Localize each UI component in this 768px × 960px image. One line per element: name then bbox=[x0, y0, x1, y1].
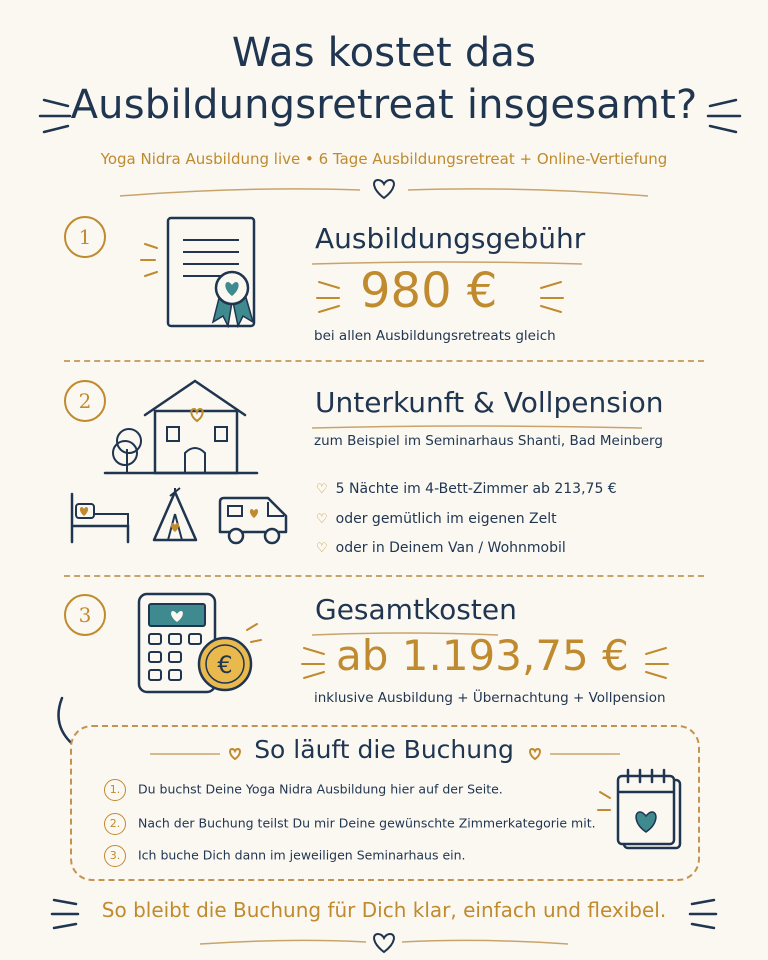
heart-bullet-icon: ♡ bbox=[316, 541, 328, 556]
title-sparkle-left-icon bbox=[40, 92, 80, 142]
footer-text: So bleibt die Buchung für Dich klar, einfach und flexibel. bbox=[101, 898, 667, 922]
heart-bullet-icon: ♡ bbox=[316, 482, 328, 497]
booking-step-text: Du buchst Deine Yoga Nidra Ausbildung hier auf der Seite. bbox=[138, 781, 503, 797]
footer-underline-heart-icon bbox=[190, 928, 578, 956]
lodging-option-label: 5 Nächte im 4-Bett-Zimmer ab 213,75 € bbox=[335, 481, 617, 497]
house-icon bbox=[105, 375, 265, 480]
calendar-heart-icon bbox=[598, 766, 693, 861]
section-divider bbox=[64, 360, 704, 362]
footer-sparkle-right-icon bbox=[686, 894, 718, 934]
booking-step-3 bbox=[104, 845, 466, 867]
booking-step-1 bbox=[104, 779, 503, 801]
total-note: inklusive Ausbildung + Übernachtung + Vollpension bbox=[314, 690, 666, 706]
booking-step-number: 1. bbox=[104, 779, 126, 801]
svg-text:€: € bbox=[217, 651, 233, 679]
step-number-badge-2: 2 bbox=[64, 380, 106, 422]
booking-step-text: Nach der Buchung teilst Du mir Deine gewünschte Zimmerkategorie mit. bbox=[138, 815, 596, 831]
calculator-icon bbox=[135, 590, 265, 700]
lodging-option-label: oder in Deinem Van / Wohnmobil bbox=[335, 540, 566, 556]
booking-title: So läuft die Buchung bbox=[254, 735, 514, 764]
fee-price: 980 € bbox=[360, 263, 498, 319]
fee-title: Ausbildungsgebühr bbox=[315, 222, 586, 255]
page-title-line-1: Was kostet das bbox=[231, 30, 537, 76]
lodging-note: zum Beispiel im Seminarhaus Shanti, Bad Meinberg bbox=[314, 433, 663, 449]
total-price-sparkle-right-icon bbox=[640, 642, 670, 682]
booking-step-number: 3. bbox=[104, 845, 126, 867]
step-number-badge-3: 3 bbox=[64, 594, 106, 636]
lodging-option-3 bbox=[316, 540, 566, 556]
fee-price-sparkle-right-icon bbox=[535, 276, 565, 316]
page-subtitle: Yoga Nidra Ausbildung live • 6 Tage Ausbildungsretreat + Online-Vertiefung bbox=[100, 150, 668, 168]
page-title-line-2: Ausbildungsretreat insgesamt? bbox=[70, 82, 698, 128]
title-sparkle-right-icon bbox=[700, 92, 740, 142]
van-icon bbox=[216, 494, 296, 548]
tent-icon bbox=[150, 488, 200, 546]
section-divider bbox=[64, 575, 704, 577]
fee-price-sparkle-left-icon bbox=[315, 276, 345, 316]
booking-step-2 bbox=[104, 813, 596, 835]
step-number-badge-1: 1 bbox=[64, 216, 106, 258]
lodging-option-2 bbox=[316, 511, 557, 527]
total-price-sparkle-left-icon bbox=[300, 642, 330, 682]
lodging-title: Unterkunft & Vollpension bbox=[315, 386, 664, 419]
bed-icon bbox=[68, 490, 132, 545]
lodging-option-1 bbox=[316, 481, 617, 497]
fee-note: bei allen Ausbildungsretreats gleich bbox=[314, 328, 556, 344]
total-title: Gesamtkosten bbox=[315, 593, 517, 626]
booking-step-text: Ich buche Dich dann im jeweiligen Seminarhaus ein. bbox=[138, 847, 466, 863]
booking-step-number: 2. bbox=[104, 813, 126, 835]
header-underline-heart-icon bbox=[110, 172, 658, 202]
total-price: ab 1.193,75 € bbox=[336, 631, 629, 680]
lodging-title-underline bbox=[310, 424, 645, 432]
lodging-option-label: oder gemütlich im eigenen Zelt bbox=[335, 511, 557, 527]
certificate-icon bbox=[135, 210, 265, 335]
heart-bullet-icon: ♡ bbox=[316, 512, 328, 527]
